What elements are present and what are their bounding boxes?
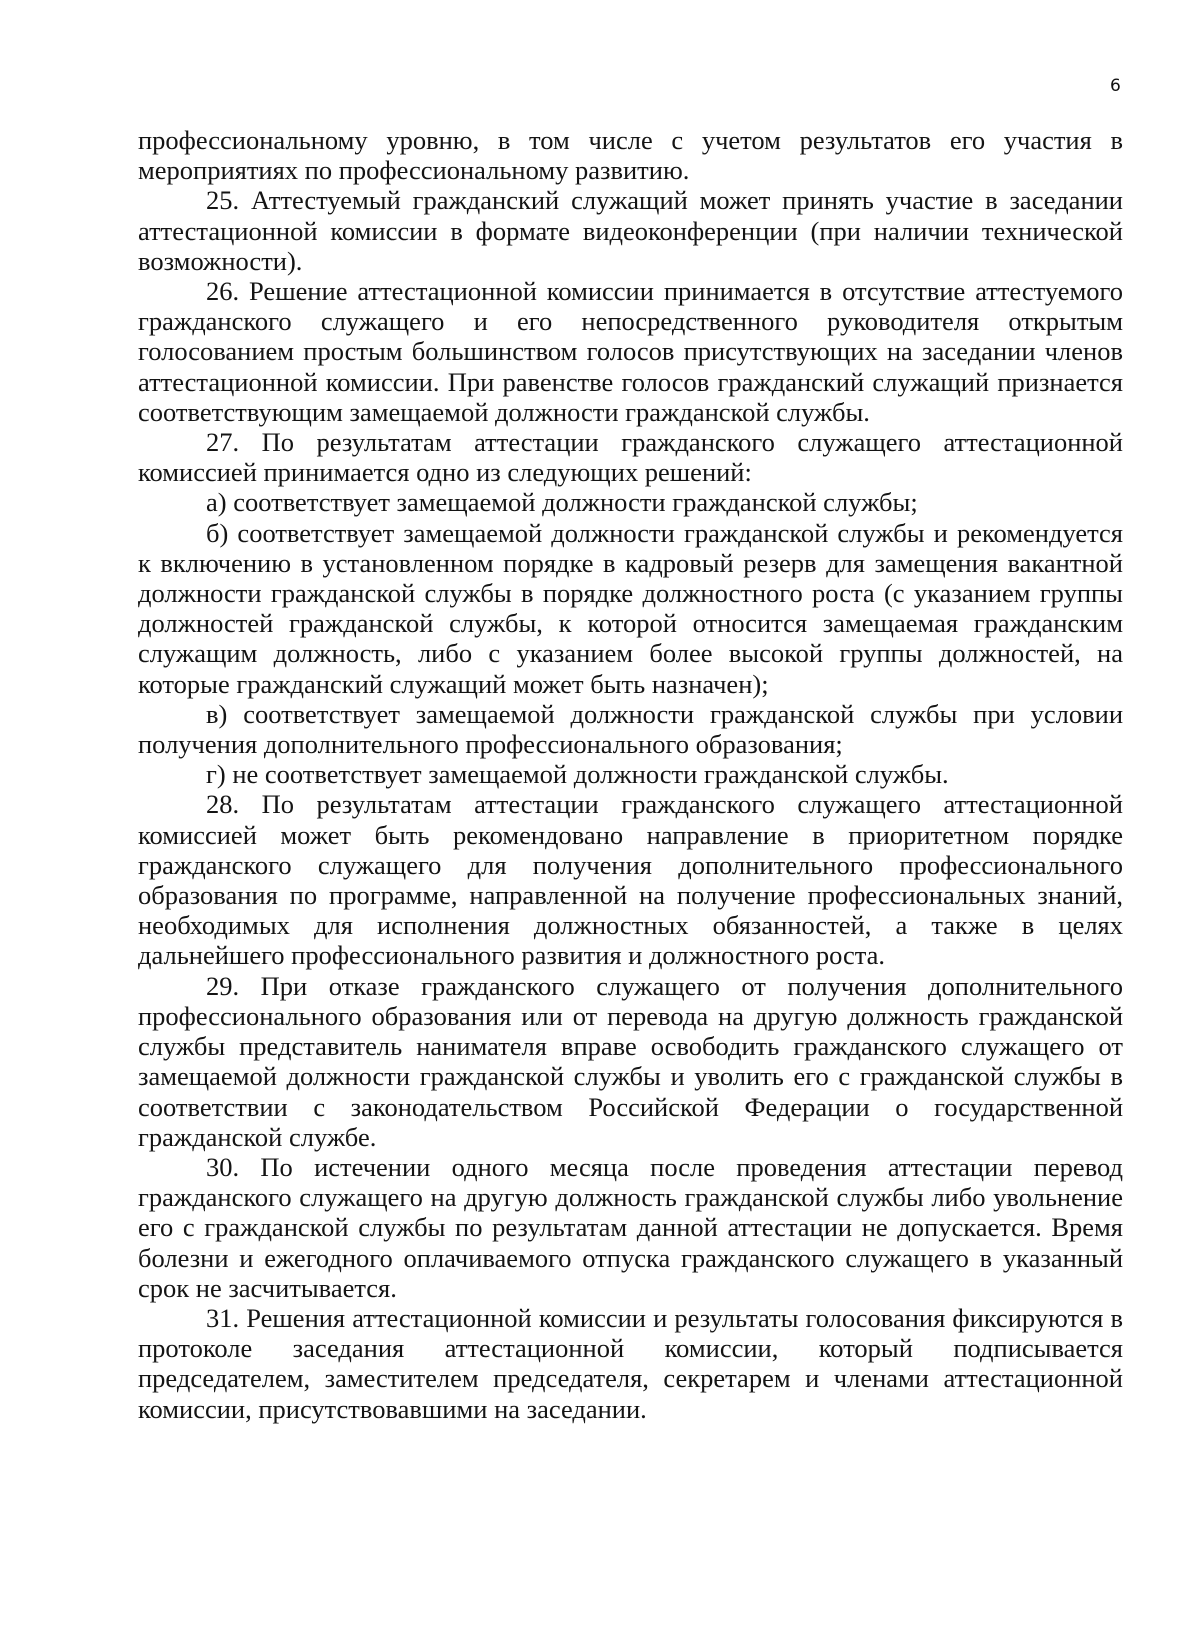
page-number: 6 <box>1110 76 1121 96</box>
paragraph-27-g: г) не соответствует замещаемой должности гражданской службы. <box>206 759 949 790</box>
paragraph-30: 30. По истечении одного месяца после проведения аттестации перевод гражданского служащего на другую должность гражданской службы либо увольнение его с гражданской службы по результатам данной аттестации не допускается. Время болезни и ежегодного оплачиваемого отпуска гражданского служащего в указанный срок не засчитывается. <box>138 1151 1123 1303</box>
paragraph-continuation: профессиональному уровню, в том числе с учетом результатов его участия в мероприятиях по профессиональному развитию. <box>138 125 1123 186</box>
paragraph-26: 26. Решение аттестационной комиссии принимается в отсутствие аттестуемого гражданского служащего и его непосредственного руководителя открытым голосованием простым большинством голосов присутствующих на заседании членов аттестационной комиссии. При равенстве голосов гражданский служащий признается соответствующим замещаемой должности гражданской службы. <box>138 276 1123 427</box>
document-body <box>138 125 1123 1424</box>
paragraph-29: 29. При отказе гражданского служащего от получения дополнительного профессионального образования или от перевода на другую должность гражданской службы представитель нанимателя вправе освободить гражданского служащего от замещаемой должности гражданской службы и уволить его с гражданской службы в соответствии с законодательством Российской Федерации о государственной гражданской службе. <box>138 970 1123 1152</box>
paragraph-31: 31. Решения аттестационной комиссии и результаты голосования фиксируются в протоколе заседания аттестационной комиссии, который подписывается председателем, заместителем председателя, секретарем и членами аттестационной комиссии, присутствовавшими на заседании. <box>138 1302 1123 1424</box>
paragraph-28: 28. По результатам аттестации гражданского служащего аттестационной комиссией может быть рекомендовано направление в приоритетном порядке гражданского служащего для получения дополнительного профессионального образования по программе, направленной на получение профессиональных знаний, необходимых для исполнения должностных обязанностей, а также в целях дальнейшего профессионального развития и должностного роста. <box>138 789 1123 971</box>
paragraph-27-b: б) соответствует замещаемой должности гражданской службы и рекомендуется к включению в установленном порядке в кадровый резерв для замещения вакантной должности гражданской службы в порядке должностного роста (с указанием группы должностей гражданской службы, к которой относится замещаемая гражданским служащим должность, либо с указанием более высокой группы должностей, на которые гражданский служащий может быть назначен); <box>138 517 1123 699</box>
paragraph-27-a: а) соответствует замещаемой должности гражданской службы; <box>206 487 918 518</box>
paragraph-25: 25. Аттестуемый гражданский служащий может принять участие в заседании аттестационной комиссии в формате видеоконференции (при наличии технической возможности). <box>138 185 1123 276</box>
paragraph-27: 27. По результатам аттестации гражданского служащего аттестационной комиссией принимается одно из следующих решений: <box>138 427 1123 488</box>
paragraph-27-v: в) соответствует замещаемой должности гражданской службы при условии получения дополнительного профессионального образования; <box>138 698 1123 760</box>
